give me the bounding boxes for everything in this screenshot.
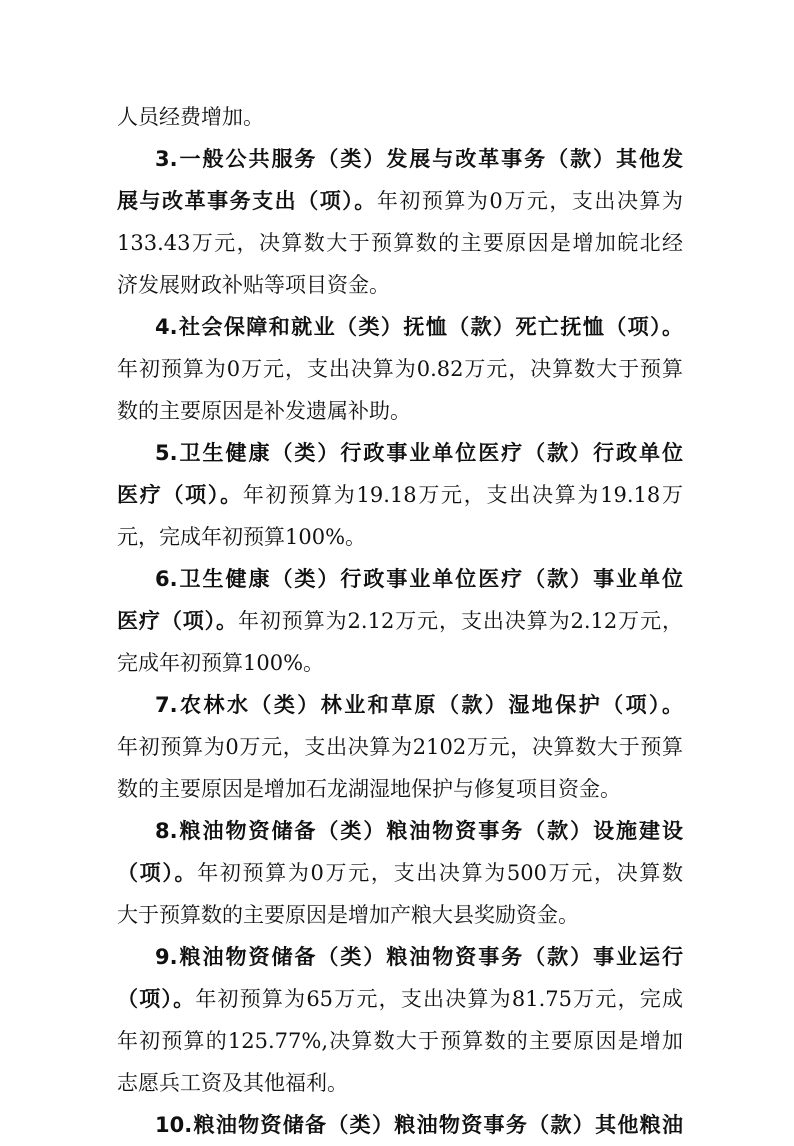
item-text: 年初预算为0万元，支出决算为500万元，决算数 [197,861,684,885]
text-line [117,348,683,390]
item-text: 年初预算为2.12万元，支出决算为2.12万元， [237,609,684,633]
text-line [117,600,683,642]
item-text: 大于预算数的主要原因是增加产粮大县奖励资金。 [117,903,579,927]
text-line [117,390,683,432]
text-line [117,684,683,726]
item-heading: 5.卫生健康（类）行政事业单位医疗（款）行政单位 [155,441,683,465]
text-line [117,264,683,306]
item-text: 数的主要原因是补发遗属补助。 [117,399,411,423]
text-line [117,180,683,222]
text-line [117,1062,683,1104]
item-text: 133.43万元，决算数大于预算数的主要原因是增加皖北经 [117,231,683,255]
text-line [117,810,683,852]
item-text: 完成年初预算100%。 [117,651,325,675]
text-line [117,1020,683,1062]
item-heading: 10.粮油物资储备（类）粮油物资事务（款）其他粮油 [155,1113,683,1137]
text-line [117,516,683,558]
item-heading: （项）。 [117,861,198,885]
item-heading: 展与改革事务支出（项）。 [117,189,377,213]
item-text: 年初预算为0万元，支出决算为2102万元，决算数大于预算 [117,735,683,759]
text-line [117,306,683,348]
text-line [117,432,683,474]
item-text: 年初预算为65万元，支出决算为81.75万元，完成 [195,987,683,1011]
text-line [117,894,683,936]
item-text: 年初预算为0万元，支出决算为 [376,189,683,213]
item-heading: 4.社会保障和就业（类）抚恤（款）死亡抚恤（项）。 [155,315,683,339]
item-text: 人员经费增加。 [117,105,264,129]
text-line [117,852,683,894]
item-text: 年初预算为19.18万元，支出决算为19.18万 [242,483,683,507]
text-line [117,96,683,138]
item-heading: 8.粮油物资储备（类）粮油物资事务（款）设施建设 [155,819,683,843]
item-heading: 医疗（项）。 [117,609,238,633]
item-text: 济发展财政补贴等项目资金。 [117,273,390,297]
document-body [117,96,683,1146]
item-heading: 6.卫生健康（类）行政事业单位医疗（款）事业单位 [155,567,683,591]
text-line [117,726,683,768]
item-text: 年初预算为0万元，支出决算为0.82万元，决算数大于预算 [117,357,683,381]
item-heading: （项）。 [117,987,196,1011]
item-heading: 9.粮油物资储备（类）粮油物资事务（款）事业运行 [155,945,683,969]
item-text: 元，完成年初预算100%。 [117,525,367,549]
item-text: 年初预算的125.77%,决算数大于预算数的主要原因是增加 [117,1029,683,1053]
text-line [117,936,683,978]
item-heading: 3.一般公共服务（类）发展与改革事务（款）其他发 [155,147,683,171]
text-line [117,558,683,600]
item-heading: 医疗（项）。 [117,483,243,507]
text-line [117,642,683,684]
text-line [117,768,683,810]
text-line [117,138,683,180]
item-text: 数的主要原因是增加石龙湖湿地保护与修复项目资金。 [117,777,621,801]
text-line [117,222,683,264]
item-heading: 7.农林水（类）林业和草原（款）湿地保护（项）。 [155,693,683,717]
text-line [117,474,683,516]
text-line [117,1104,683,1146]
item-text: 志愿兵工资及其他福利。 [117,1071,348,1095]
text-line [117,978,683,1020]
